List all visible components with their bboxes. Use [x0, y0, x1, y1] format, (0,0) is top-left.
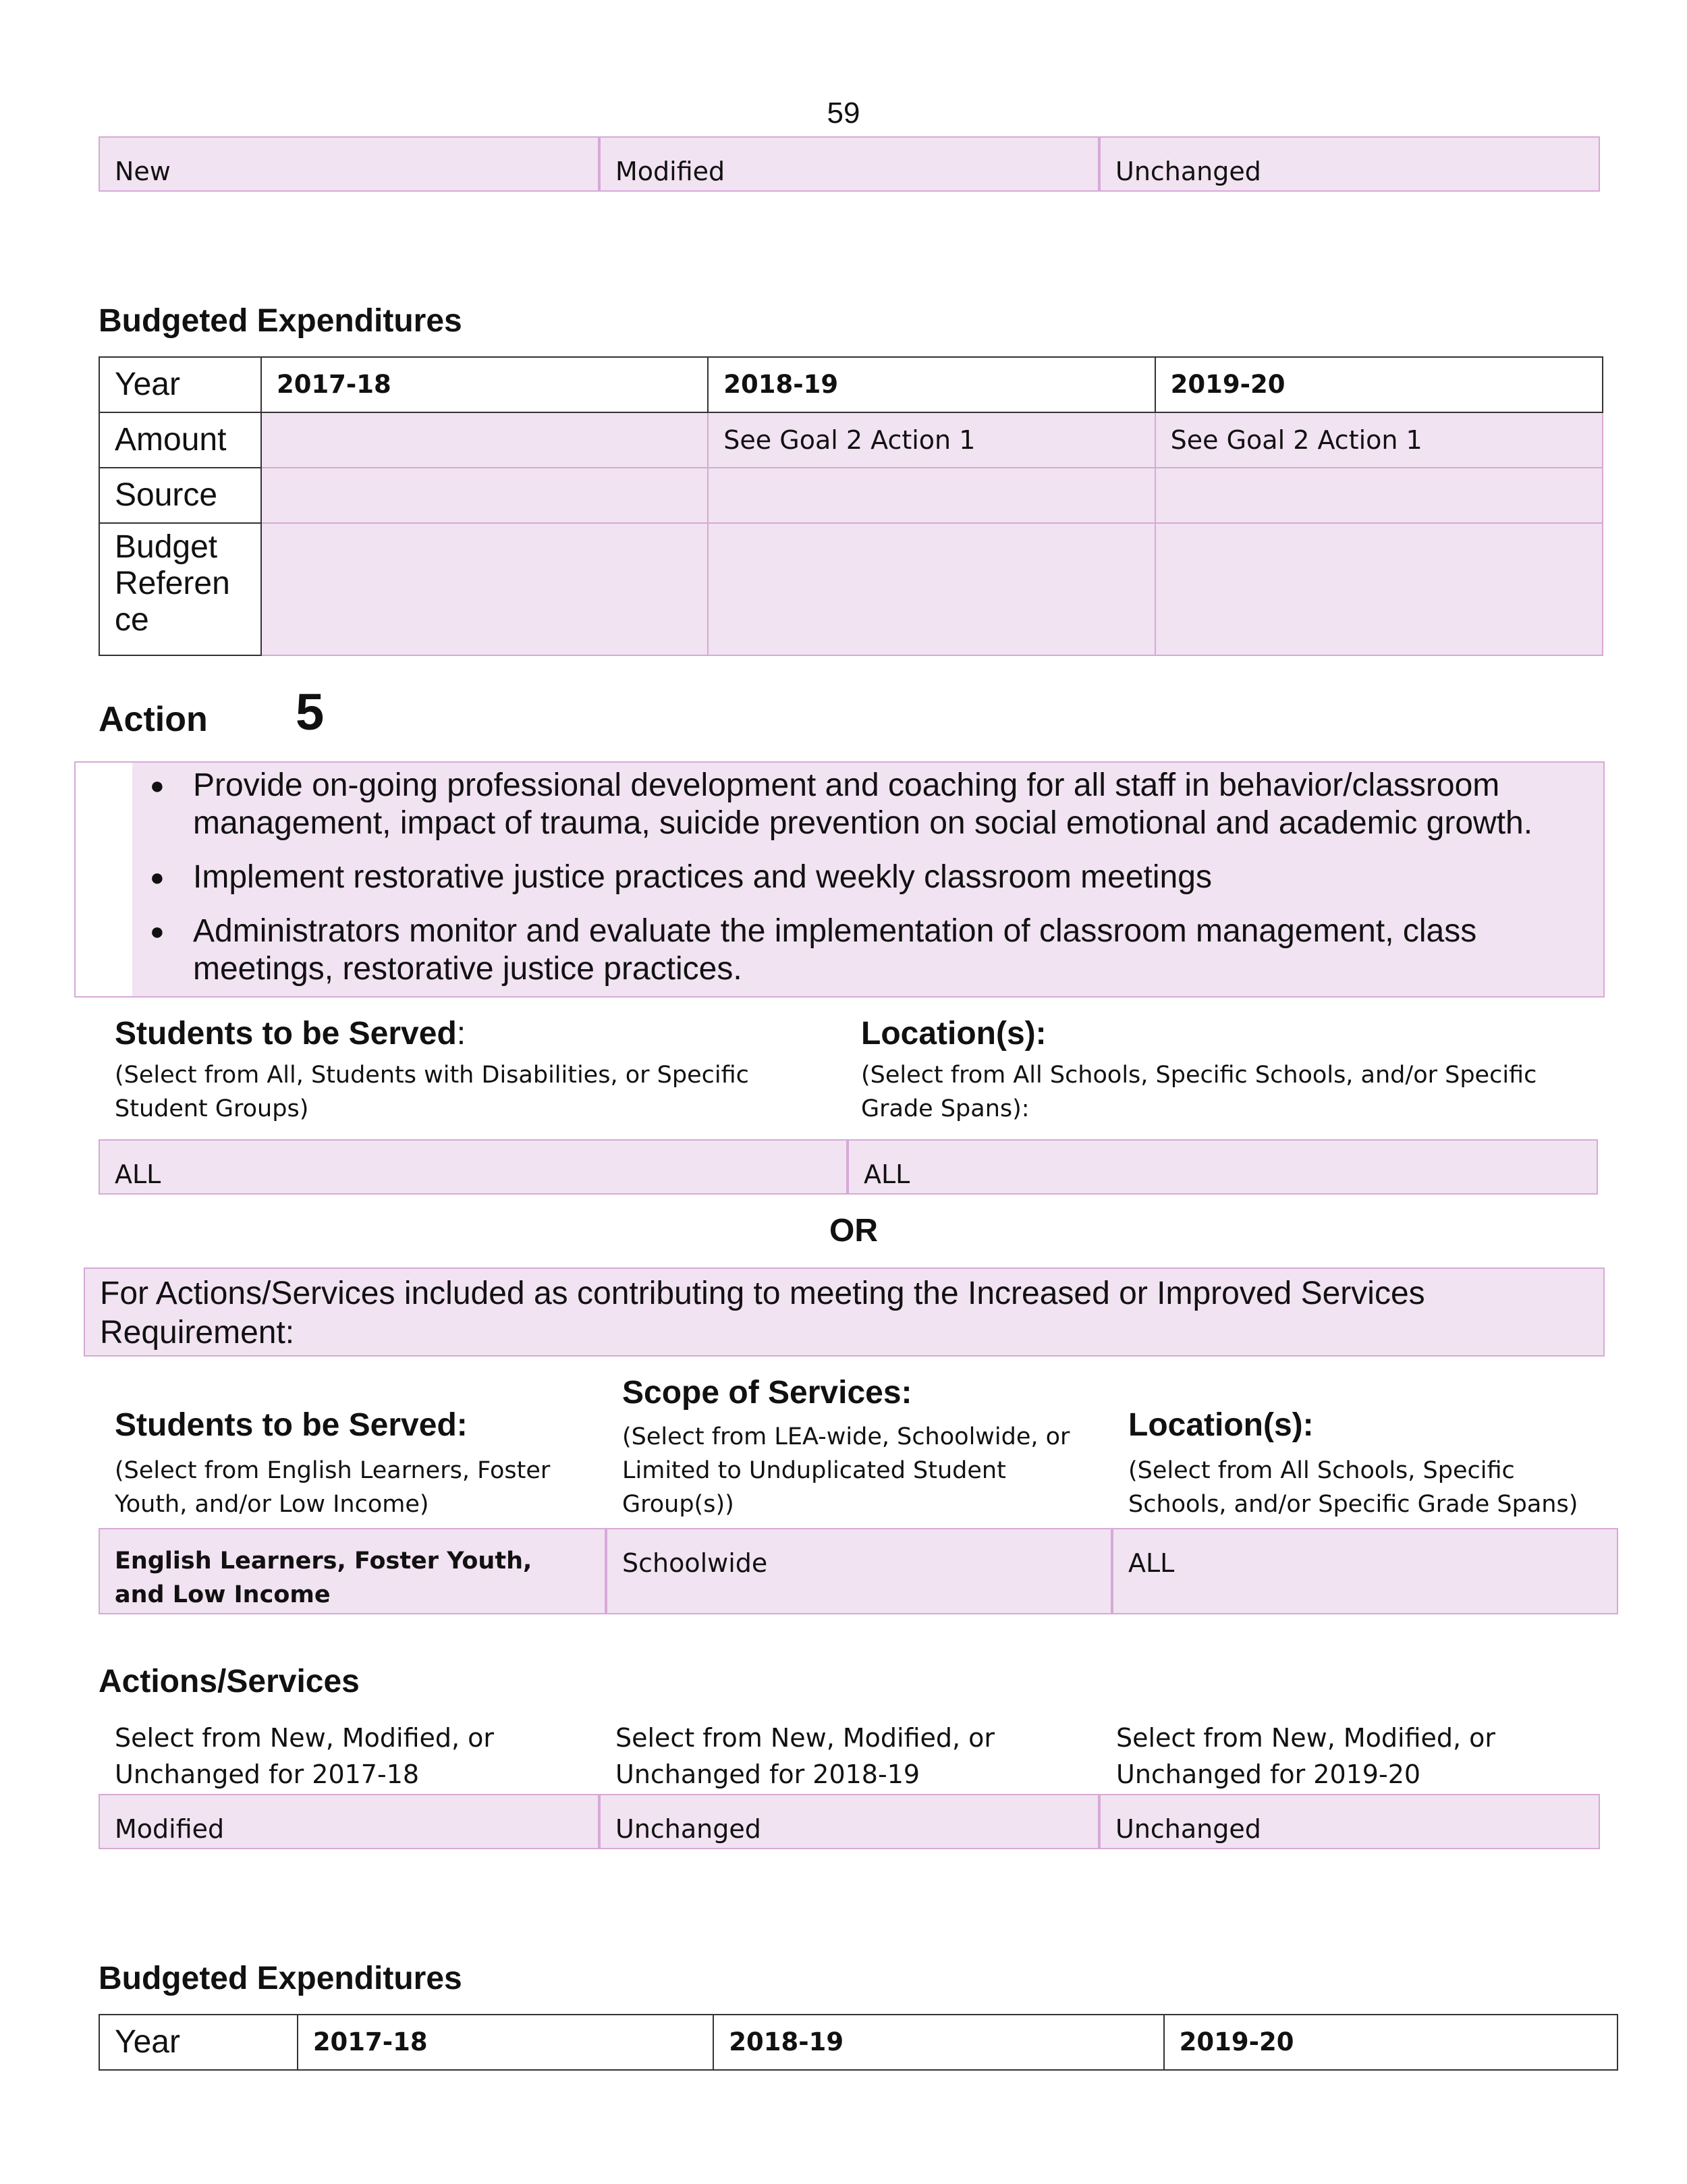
budget-table-1	[99, 356, 1603, 656]
budget-reference-2019-20	[1155, 523, 1603, 655]
served-values-row	[99, 1139, 1598, 1195]
year-label: Year	[99, 357, 261, 412]
amount-2019-20: See Goal 2 Action 1	[1155, 412, 1603, 468]
students-served-colon: :	[456, 1016, 466, 1052]
action-bullet-2: ● Implement restorative justice practices and weekly classroom meetings	[76, 858, 1583, 896]
amount-2017-18	[261, 412, 708, 468]
amount-label: Amount	[99, 412, 261, 468]
source-label: Source	[99, 468, 261, 523]
served-2-values-row	[99, 1528, 1618, 1614]
location-2-value: ALL	[1112, 1528, 1618, 1614]
students-served-heading	[115, 1015, 466, 1052]
status-cell-2017-18: New	[99, 136, 599, 192]
scope-value: Schoolwide	[606, 1528, 1112, 1614]
year-2017-18: 2017-18	[261, 357, 708, 412]
location-hint: (Select from All Schools, Specific Schools, and/or Specific Grade Spans):	[861, 1062, 1537, 1122]
action-label: Action	[99, 700, 208, 739]
location-2-hint: (Select from All Schools, Specific Schools, and/or Specific Grade Spans)	[1128, 1457, 1578, 1518]
year-2019-20: 2019-20	[1155, 357, 1603, 412]
budget-reference-2018-19	[708, 523, 1155, 655]
actions-value-2018-19: Unchanged	[599, 1794, 1099, 1849]
amount-2018-19: See Goal 2 Action 1	[708, 412, 1155, 468]
scope-hint: (Select from LEA-wide, Schoolwide, or Limited to Unduplicated Student Group(s))	[622, 1423, 1070, 1518]
action-bullet-3: ● Administrators monitor and evaluate the implementation of classroom management, class meetings, restorative justice practices.	[76, 912, 1583, 988]
students-served-2-value: English Learners, Foster Youth, and Low Income	[99, 1528, 606, 1614]
page-number: 59	[827, 97, 860, 130]
budgeted-expenditures-heading: Budgeted Expenditures	[99, 303, 462, 339]
actions-values-row	[99, 1794, 1600, 1849]
status-cell-2019-20: Unchanged	[1099, 136, 1600, 192]
location-2-heading: Location(s):	[1128, 1407, 1314, 1443]
source-2018-19	[708, 468, 1155, 523]
actions-value-2019-20: Unchanged	[1099, 1794, 1600, 1849]
budget-reference-label: Budget Referen ce	[99, 523, 261, 655]
students-served-hint: (Select from All, Students with Disabilities, or Specific Student Groups)	[115, 1062, 749, 1122]
source-2017-18	[261, 468, 708, 523]
year-2-2018-19: 2018-19	[713, 2015, 1163, 2070]
contributing-box: For Actions/Services included as contributing to meeting the Increased or Improved Services Requirement:	[84, 1267, 1605, 1357]
students-served-value: ALL	[99, 1139, 848, 1195]
status-cell-2018-19: Modified	[599, 136, 1099, 192]
top-status-row	[99, 136, 1600, 192]
students-served-2-heading: Students to be Served:	[115, 1407, 468, 1443]
scope-heading: Scope of Services:	[622, 1375, 912, 1411]
actions-services-heading: Actions/Services	[99, 1664, 360, 1699]
year-2-2017-18: 2017-18	[298, 2015, 713, 2070]
action-description-box	[74, 761, 1605, 998]
actions-hint-2019-20: Select from New, Modified, or Unchanged for 2019-20	[1116, 1723, 1496, 1789]
students-served-title: Students to be Served	[115, 1016, 457, 1052]
budgeted-expenditures-2-heading: Budgeted Expenditures	[99, 1961, 462, 1996]
year-2018-19: 2018-19	[708, 357, 1155, 412]
year-2-2019-20: 2019-20	[1164, 2015, 1617, 2070]
actions-value-2017-18: Modified	[99, 1794, 599, 1849]
location-heading: Location(s):	[861, 1016, 1047, 1052]
actions-hint-2017-18: Select from New, Modified, or Unchanged for 2017-18	[115, 1723, 495, 1789]
action-bullets	[76, 767, 1603, 988]
action-number: 5	[296, 684, 325, 741]
source-2019-20	[1155, 468, 1603, 523]
budget-table-2	[99, 2014, 1618, 2071]
action-bullet-1: ● Provide on-going professional development and coaching for all staff in behavior/classroom management, impact of trauma, suicide prevention on social emotional and academic growth.	[76, 767, 1583, 842]
or-label: OR	[829, 1213, 878, 1249]
students-served-2-hint: (Select from English Learners, Foster Youth, and/or Low Income)	[115, 1457, 551, 1518]
action-description-fill	[132, 763, 1603, 996]
budget-reference-2017-18	[261, 523, 708, 655]
location-value: ALL	[848, 1139, 1598, 1195]
year-label-2: Year	[99, 2015, 298, 2070]
actions-hint-2018-19: Select from New, Modified, or Unchanged for 2018-19	[615, 1723, 995, 1789]
